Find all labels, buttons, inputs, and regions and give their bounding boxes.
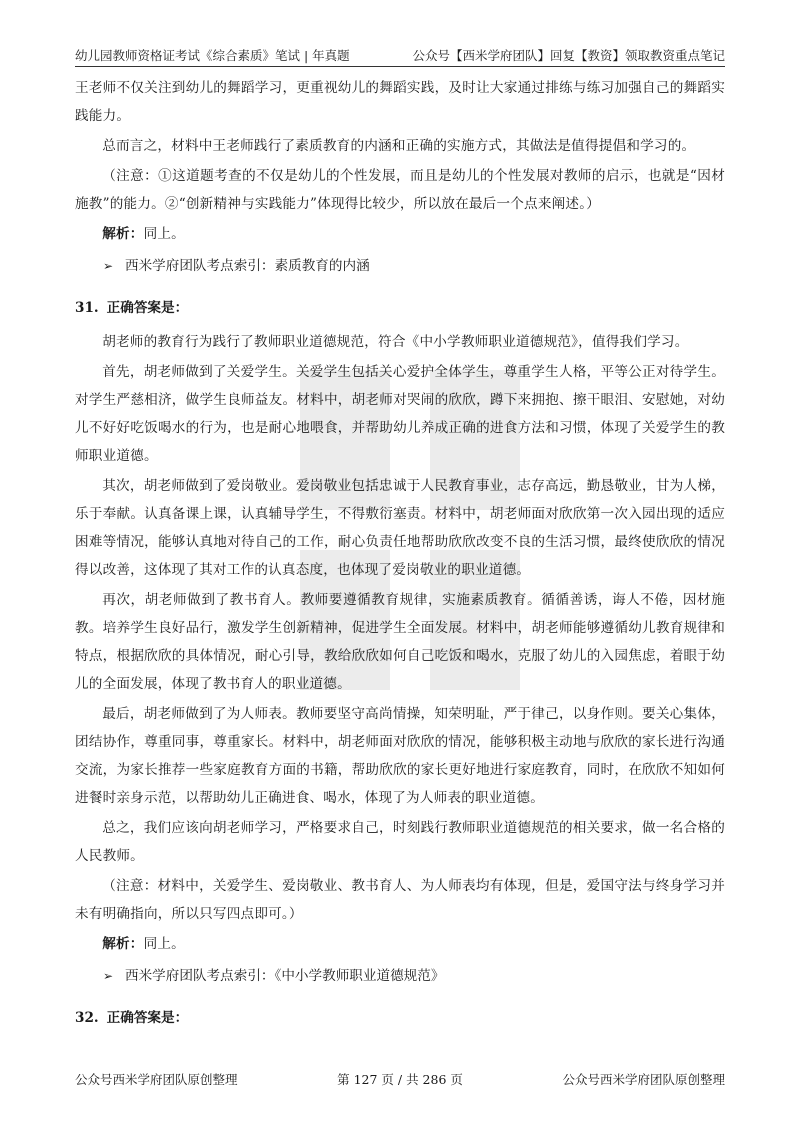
header-right-promo: 公众号【西米学府团队】回复【教资】领取教资重点笔记 <box>412 48 725 63</box>
q31-paragraph: 最后，胡老师做到了为人师表。教师要坚守高尚情操，知荣明耻，严于律己，以身作则。要关心集体，团结协作，尊重同事，尊重家长。材料中，胡老师面对欣欣的情况，能够积极主动地与欣欣的家长进行沟通交流，为家长推荐一些家庭教育方面的书籍，帮助欣欣的家长更好地进行家庭教育，同时，在欣欣不知如何进餐时亲身示范，以帮助幼儿正确进食、喝水，体现了为人师表的职业道德。 <box>75 706 725 806</box>
q32-heading-text: 正确答案是： <box>106 1010 189 1026</box>
page-number: 第 127 页 / 共 286 页 <box>337 1072 463 1087</box>
arrow-bullet-icon: ➢ <box>103 969 114 983</box>
q31-number: 31. <box>75 300 99 316</box>
page-footer <box>75 1070 725 1088</box>
header-divider <box>75 66 725 67</box>
analysis-label: 解析： <box>102 936 144 952</box>
analysis-text: 同上。 <box>143 226 185 242</box>
q32-number: 32. <box>75 1010 99 1026</box>
arrow-bullet-icon: ➢ <box>103 259 114 273</box>
page-content <box>75 74 725 1038</box>
top-paragraph-2: 总而言之，材料中王老师践行了素质教育的内涵和正确的实施方式，其做法是值得提倡和学习的。 <box>102 138 696 154</box>
q31-index-text: 西米学府团队考点索引：《中小学教师职业道德规范》 <box>125 968 445 984</box>
top-index-line <box>75 252 725 280</box>
q31-heading-text: 正确答案是： <box>106 300 189 316</box>
top-note: （注意：①这道题考查的不仅是幼儿的个性发展，而且是幼儿的个性发展对教师的启示，也就是“因材施教”的能力。②“创新精神与实践能力”体现得比较少，所以放在最后一个点来阐述。） <box>75 168 725 212</box>
q31-heading <box>75 294 725 322</box>
top-index-text: 西米学府团队考点索引：素质教育的内涵 <box>125 258 370 274</box>
q31-note: （注意：材料中，关爱学生、爱岗敬业、教书育人、为人师表均有体现，但是，爱国守法与终身学习并未有明确指向，所以只写四点即可。） <box>75 878 725 922</box>
top-paragraph-1: 王老师不仅关注到幼儿的舞蹈学习，更重视幼儿的舞蹈实践，及时让大家通过排练与练习加强自己的舞蹈实践能力。 <box>75 80 725 124</box>
analysis-text: 同上。 <box>143 936 185 952</box>
top-analysis <box>75 220 725 248</box>
q31-paragraph: 首先，胡老师做到了关爱学生。关爱学生包括关心爱护全体学生，尊重学生人格，平等公正对待学生。对学生严慈相济，做学生良师益友。材料中，胡老师对哭闹的欣欣，蹲下来拥抱、擦干眼泪、安慰她，对幼儿不好好吃饭喝水的行为，也是耐心地喂食，并帮助幼儿养成正确的进食方法和习惯，体现了关爱学生的教师职业道德。 <box>75 364 725 464</box>
footer-right: 公众号西米学府团队原创整理 <box>562 1072 725 1087</box>
q31-paragraph: 再次，胡老师做到了教书育人。教师要遵循教育规律，实施素质教育。循循善诱，诲人不倦，因材施教。培养学生良好品行，激发学生创新精神，促进学生全面发展。材料中，胡老师能够遵循幼儿教育规律和特点，根据欣欣的具体情况，耐心引导，教给欣欣如何自己吃饭和喝水，克服了幼儿的入园焦虑，着眼于幼儿的全面发展，体现了教书育人的职业道德。 <box>75 592 725 692</box>
q31-index-line <box>75 962 725 990</box>
q31-paragraph: 胡老师的教育行为践行了教师职业道德规范，符合《中小学教师职业道德规范》，值得我们学习。 <box>102 334 689 350</box>
q31-analysis <box>75 930 725 958</box>
footer-left: 公众号西米学府团队原创整理 <box>75 1072 238 1087</box>
header-left-title: 幼儿园教师资格证考试《综合素质》笔试 | 年真题 <box>75 48 350 63</box>
q32-heading <box>75 1004 725 1032</box>
analysis-label: 解析： <box>102 226 144 242</box>
q31-paragraph: 其次，胡老师做到了爱岗敬业。爱岗敬业包括忠诚于人民教育事业，志存高远，勤恳敬业，甘为人梯，乐于奉献。认真备课上课，认真辅导学生，不得敷衍塞责。材料中，胡老师面对欣欣第一次入园出现的适应困难等情况，能够认真地对待自己的工作，耐心负责任地帮助欣欣改变不良的生活习惯，最终使欣欣的情况得以改善，这体现了其对工作的认真态度，也体现了爱岗敬业的职业道德。 <box>75 478 725 578</box>
q31-paragraph: 总之，我们应该向胡老师学习，严格要求自己，时刻践行教师职业道德规范的相关要求，做一名合格的人民教师。 <box>75 820 725 864</box>
page-header <box>75 40 725 64</box>
